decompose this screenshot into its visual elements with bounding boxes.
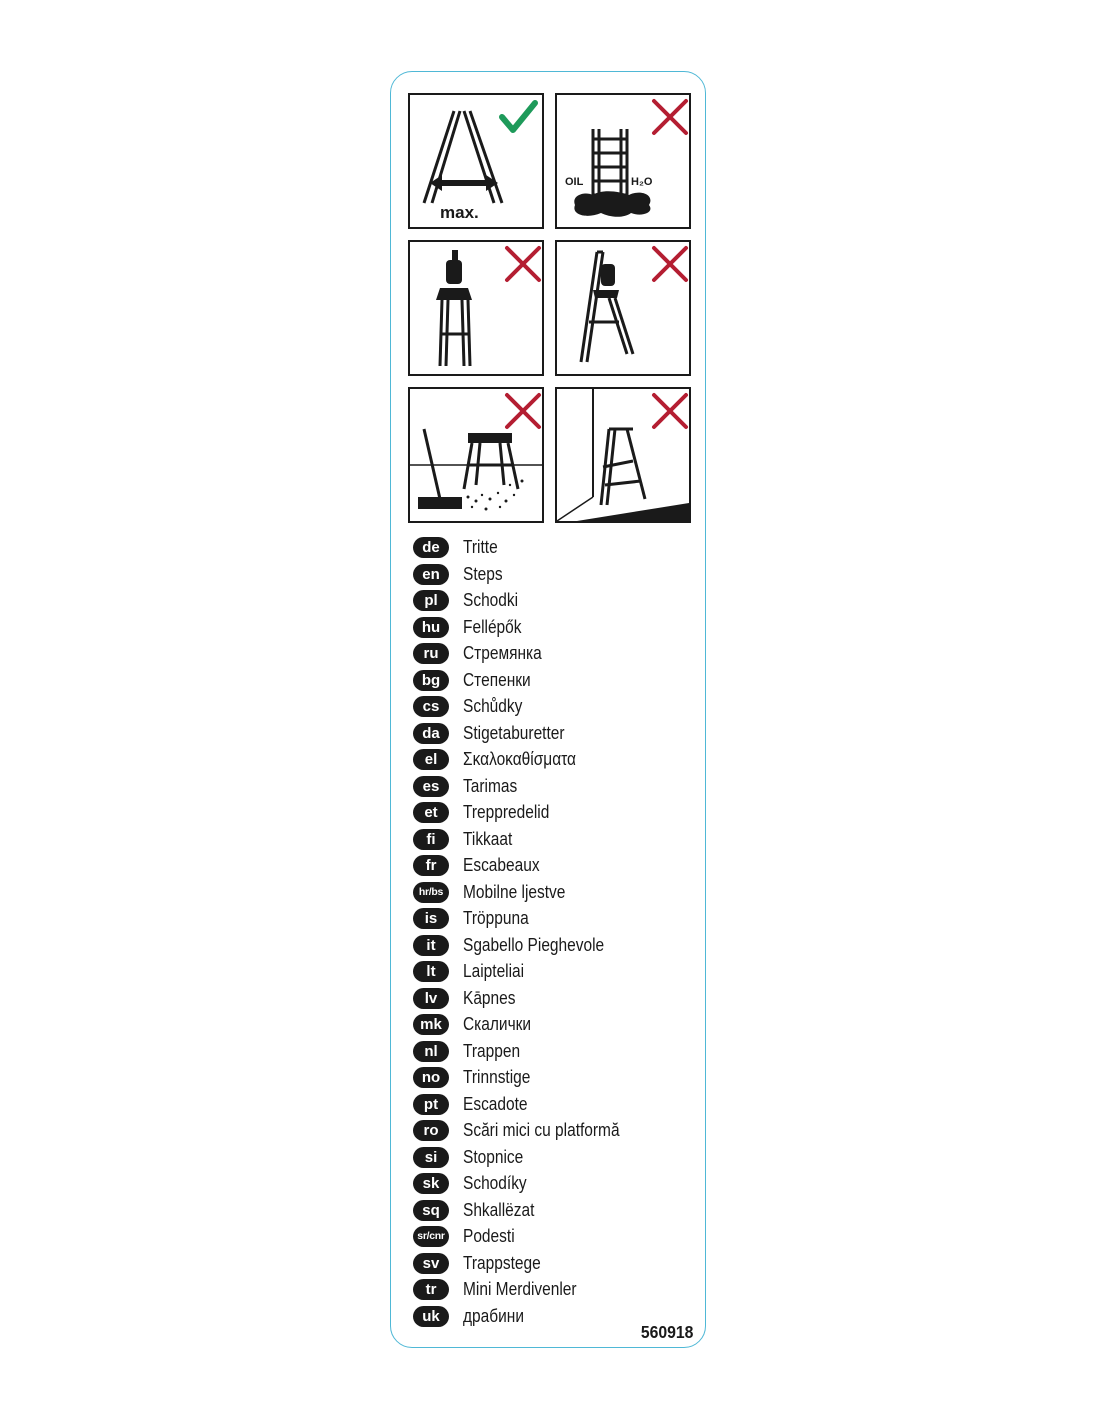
lang-name: Treppredelid: [463, 801, 550, 822]
overreach-icon: [557, 242, 689, 374]
lang-row-uk: [413, 1304, 534, 1328]
article-number: 560918: [640, 1322, 693, 1342]
lang-row-sr-cnr: [413, 1224, 523, 1248]
lang-row-no: [413, 1065, 541, 1089]
lang-name: Trappstege: [463, 1252, 541, 1273]
lang-name: Schodíky: [463, 1172, 527, 1193]
lang-code-badge: nl: [413, 1041, 449, 1062]
lang-code-badge: si: [413, 1147, 449, 1168]
lang-row-mk: [413, 1012, 542, 1036]
ladder-oil-water-icon: [557, 95, 689, 227]
check-icon: [502, 103, 535, 130]
lang-row-pl: [413, 588, 527, 612]
lang-name: Tikkaat: [463, 828, 513, 849]
lang-code-badge: pl: [413, 590, 449, 611]
lang-code-badge: mk: [413, 1014, 449, 1035]
lang-code-badge: sq: [413, 1200, 449, 1221]
lang-row-bg: [413, 668, 542, 692]
lang-name: Tröppuna: [463, 907, 529, 928]
lang-name: Trappen: [463, 1040, 521, 1061]
lang-name: Kāpnes: [463, 987, 516, 1008]
lang-code-badge: is: [413, 908, 449, 929]
uneven-dirty-floor-icon: [410, 389, 542, 521]
ladder-max-spread-icon: [410, 95, 542, 227]
safety-label: [390, 71, 706, 1348]
lang-row-tr: [413, 1277, 595, 1301]
lang-code-badge: uk: [413, 1306, 449, 1327]
lang-name: Escadote: [463, 1093, 528, 1114]
lang-name: Стремянка: [463, 642, 542, 663]
lang-name: Скалички: [463, 1013, 532, 1034]
lang-row-ru: [413, 641, 555, 665]
lang-row-sk: [413, 1171, 537, 1195]
lang-row-ro: [413, 1118, 645, 1142]
lang-code-badge: sk: [413, 1173, 449, 1194]
cross-icon: [654, 248, 686, 280]
lang-row-da: [413, 721, 581, 745]
lang-name: Scări mici cu platformă: [463, 1119, 620, 1140]
lang-code-badge: da: [413, 723, 449, 744]
lang-name: Mobilne ljestve: [463, 881, 566, 902]
lang-name: Shkallëzat: [463, 1199, 535, 1220]
lang-row-en: [413, 562, 509, 586]
lang-code-badge: ru: [413, 643, 449, 664]
lang-code-badge: es: [413, 776, 449, 797]
lang-code-badge: bg: [413, 670, 449, 691]
lang-name: Tritte: [463, 536, 498, 557]
lang-code-badge: no: [413, 1067, 449, 1088]
cross-icon: [507, 395, 539, 427]
pictogram-side-load: [408, 240, 544, 376]
lang-code-badge: lv: [413, 988, 449, 1009]
lang-name: Tarimas: [463, 775, 518, 796]
lang-code-badge: lt: [413, 961, 449, 982]
lang-row-et: [413, 800, 563, 824]
slope-floor-icon: [557, 389, 689, 521]
lang-row-lt: [413, 959, 534, 983]
max-label: max.: [440, 203, 479, 222]
lang-name: Mini Merdivenler: [463, 1278, 577, 1299]
lang-name: Sgabello Pieghevole: [463, 934, 605, 955]
lang-name: Stopnice: [463, 1146, 524, 1167]
side-load-icon: [410, 242, 542, 374]
pictogram-max-spread: [408, 93, 544, 229]
cross-icon: [507, 248, 539, 280]
lang-row-fi: [413, 827, 520, 851]
lang-code-badge: hr/bs: [413, 882, 449, 903]
pictogram-overreach: [555, 240, 691, 376]
lang-name: Laipteliai: [463, 960, 525, 981]
oil-label: OIL: [565, 176, 584, 188]
lang-row-el: [413, 747, 594, 771]
lang-code-badge: et: [413, 802, 449, 823]
cross-icon: [654, 101, 686, 133]
lang-row-nl: [413, 1039, 529, 1063]
lang-code-badge: el: [413, 749, 449, 770]
lang-row-is: [413, 906, 539, 930]
lang-code-badge: pt: [413, 1094, 449, 1115]
lang-name: Σκαλοκαθίσματα: [463, 748, 577, 769]
lang-code-badge: tr: [413, 1279, 449, 1300]
water-label: H₂O: [631, 176, 653, 188]
lang-code-badge: hu: [413, 617, 449, 638]
lang-name: Escabeaux: [463, 854, 540, 875]
lang-code-badge: fi: [413, 829, 449, 850]
lang-row-it: [413, 933, 627, 957]
lang-code-badge: sr/cnr: [413, 1226, 449, 1247]
lang-row-de: [413, 535, 503, 559]
lang-code-badge: it: [413, 935, 449, 956]
lang-name: Podesti: [463, 1225, 515, 1246]
lang-name: Schodki: [463, 589, 519, 610]
lang-row-es: [413, 774, 526, 798]
cross-icon: [654, 395, 686, 427]
lang-name: Trinnstige: [463, 1066, 531, 1087]
lang-row-sv: [413, 1251, 553, 1275]
pictogram-sloped-floor: [555, 387, 691, 523]
lang-row-pt: [413, 1092, 538, 1116]
pictogram-oil-water: [555, 93, 691, 229]
lang-name: Schůdky: [463, 695, 523, 716]
lang-code-badge: cs: [413, 696, 449, 717]
lang-row-fr: [413, 853, 552, 877]
lang-name: Степенки: [463, 669, 531, 690]
lang-row-cs: [413, 694, 532, 718]
lang-name: Stigetaburetter: [463, 722, 565, 743]
lang-code-badge: ro: [413, 1120, 449, 1141]
lang-name: Fellépők: [463, 616, 522, 637]
lang-name: драбини: [463, 1305, 524, 1326]
lang-code-badge: en: [413, 564, 449, 585]
lang-code-badge: sv: [413, 1253, 449, 1274]
lang-code-badge: de: [413, 537, 449, 558]
pictogram-dirty-floor: [408, 387, 544, 523]
lang-code-badge: fr: [413, 855, 449, 876]
lang-row-hr-bs: [413, 880, 582, 904]
lang-row-hu: [413, 615, 531, 639]
lang-row-lv: [413, 986, 524, 1010]
lang-row-si: [413, 1145, 533, 1169]
lang-name: Steps: [463, 563, 503, 584]
lang-row-sq: [413, 1198, 546, 1222]
